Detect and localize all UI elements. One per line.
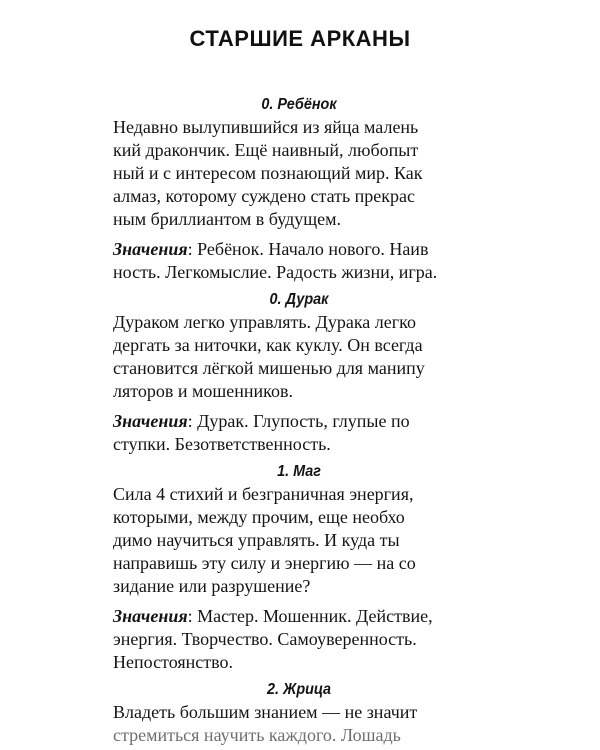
text-line: кий дракончик. Ещё наивный, любопыт bbox=[113, 140, 419, 160]
text-line: ным бриллиантом в будущем. bbox=[113, 209, 342, 229]
text-line: которыми, между прочим, еще необхо bbox=[113, 507, 405, 527]
arcana-section-priestess bbox=[113, 679, 485, 747]
section-heading: 1. Маг bbox=[277, 463, 321, 480]
meanings-label: Значения bbox=[113, 411, 188, 431]
meanings-label: Значения bbox=[113, 606, 188, 626]
meanings-line bbox=[113, 238, 485, 261]
text-line: дергать за ниточки, как куклу. Он всегда bbox=[113, 335, 423, 355]
text-line: Недавно вылупившийся из яйца малень bbox=[113, 117, 419, 137]
text-line: зидание или разрушение? bbox=[113, 576, 311, 596]
meanings-line bbox=[113, 410, 485, 433]
text-line: направишь эту силу и энергию — на со bbox=[113, 553, 416, 573]
text-column bbox=[113, 94, 485, 747]
arcana-section-magician bbox=[113, 461, 485, 674]
text-line: Дураком легко управлять. Дурака легко bbox=[113, 312, 416, 332]
text-line: стремиться научить каждого. Лошадь bbox=[113, 725, 401, 745]
text-line: Сила 4 стихий и безграничная энергия, bbox=[113, 484, 414, 504]
text-line: ступки. Безответственность. bbox=[113, 434, 331, 454]
text-line: ляторов и мошенников. bbox=[113, 381, 293, 401]
page-title: СТАРШИЕ АРКАНЫ bbox=[189, 26, 411, 51]
arcana-section-child bbox=[113, 94, 485, 284]
meanings-text: : Дурак. Глупость, глупые по bbox=[187, 411, 410, 431]
text-line: Непостоянство. bbox=[113, 652, 233, 672]
section-heading: 0. Ребёнок bbox=[261, 96, 337, 113]
meanings-label: Значения bbox=[113, 239, 188, 259]
meanings-text: : Мастер. Мошенник. Действие, bbox=[187, 606, 433, 626]
text-line: становится лёгкой мишенью для манипу bbox=[113, 358, 425, 378]
section-heading: 2. Жрица bbox=[266, 681, 332, 698]
meanings-line bbox=[113, 605, 485, 628]
arcana-section-fool bbox=[113, 289, 485, 456]
text-line: димо научиться управлять. И куда ты bbox=[113, 530, 400, 550]
text-line: ность. Легкомыслие. Радость жизни, игра. bbox=[113, 262, 438, 282]
text-line: алмаз, которому суждено стать прекрас bbox=[113, 186, 416, 206]
meanings-text: : Ребёнок. Начало нового. Наив bbox=[187, 239, 429, 259]
text-line: ный и с интересом познающий мир. Как bbox=[113, 163, 423, 183]
text-line: энергия. Творчество. Самоуверенность. bbox=[113, 629, 417, 649]
section-heading: 0. Дурак bbox=[269, 291, 329, 308]
text-line: Владеть большим знанием — не значит bbox=[113, 702, 418, 722]
